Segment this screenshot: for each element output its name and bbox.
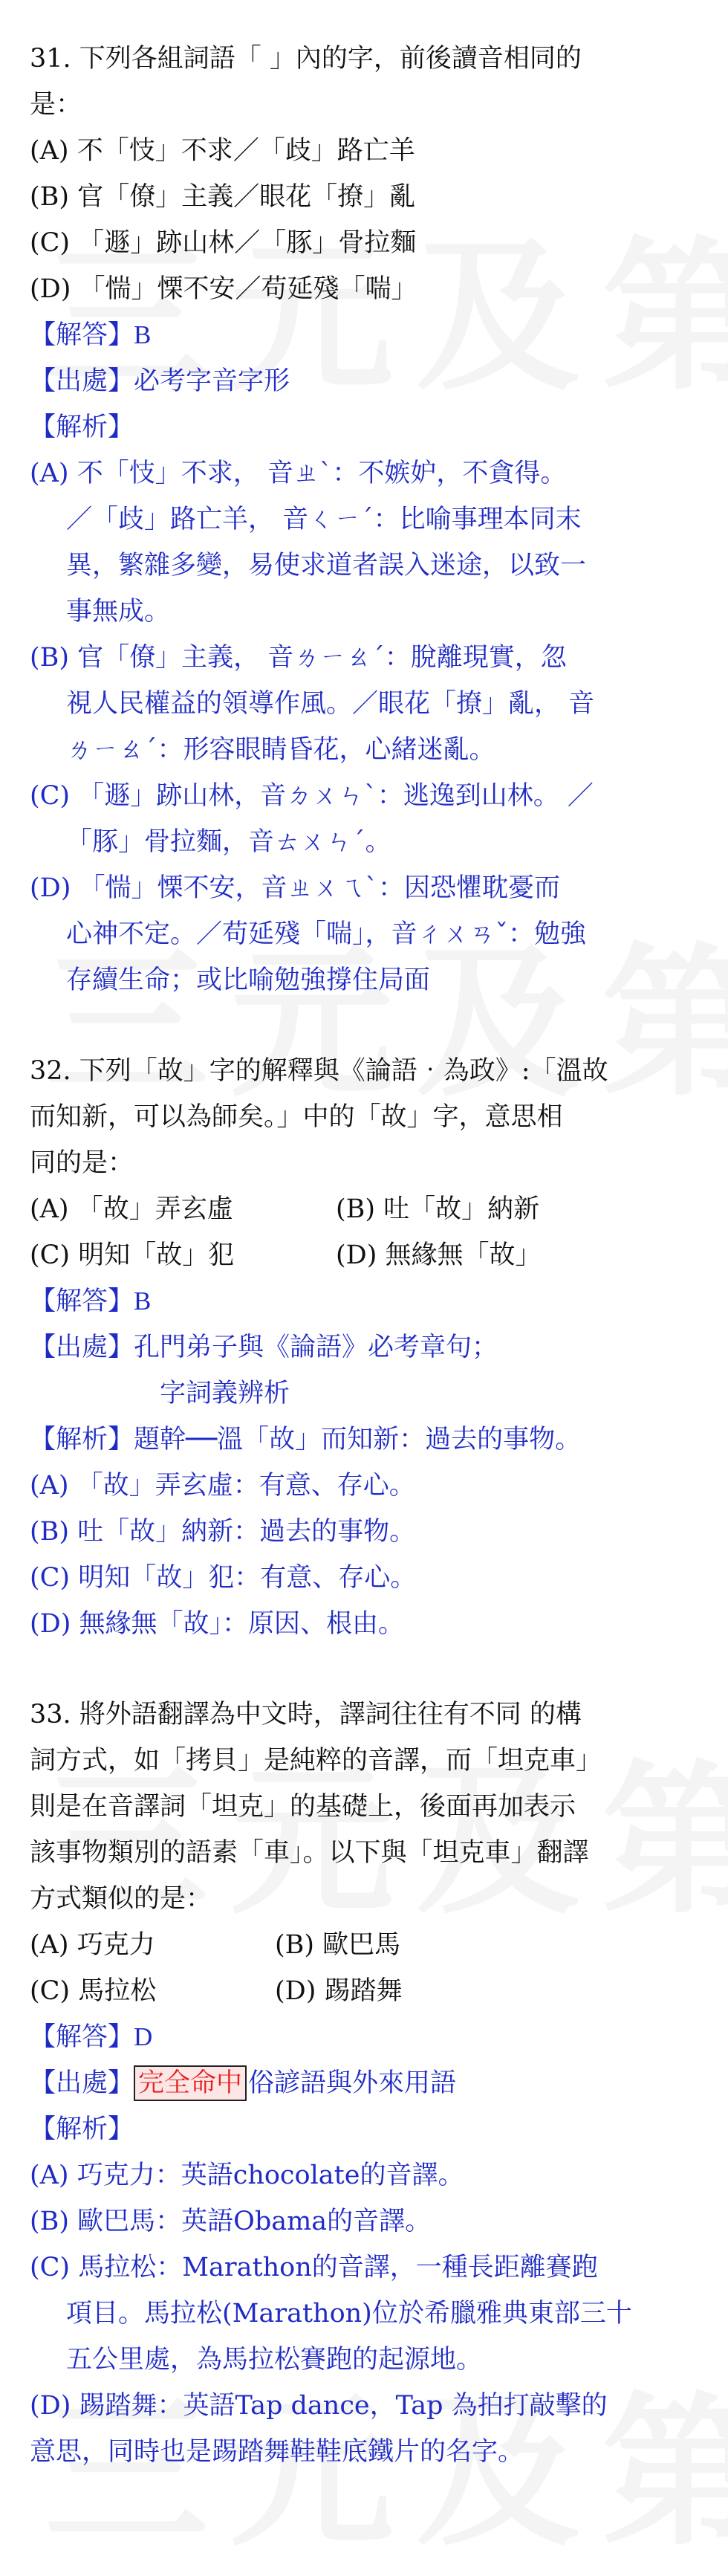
analysis-line: 事無成。 [66, 597, 171, 627]
source-line [30, 1324, 698, 1370]
analysis-line [30, 1417, 698, 1463]
answer-line [30, 312, 698, 358]
question-32 [30, 1048, 698, 1647]
option-a: (A) 「故」弄玄虛 [30, 1194, 233, 1224]
source-tag: 【出處】 [30, 2068, 134, 2098]
answer-value: B [134, 320, 152, 349]
analysis-line: (A) 巧克力：英語chocolate的音譯。 [30, 2161, 464, 2190]
answer-tag: 【解答】 [30, 2022, 134, 2052]
option-c: (C) 明知「故」犯 [30, 1240, 235, 1270]
source-line [30, 358, 698, 404]
highlight-stamp: 完全命中 [134, 2065, 247, 2101]
question-gap [30, 1003, 698, 1048]
option-row [30, 1968, 698, 2014]
option-c: (C) 「遯」跡山林／「豚」骨拉麵 [30, 228, 417, 258]
question-stem: 則是在音譯詞「坦克」的基礎上，後面再加表示 [30, 1792, 576, 1822]
answer-value: D [134, 2022, 153, 2051]
question-stem: 是： [30, 90, 82, 120]
option-b: (B) 吐「故」納新 [336, 1194, 540, 1224]
option-d: (D) 踢踏舞 [275, 1976, 403, 2006]
option-a: (A) 巧克力 [30, 1930, 155, 1960]
analysis-line: 意思，同時也是踢踏舞鞋鞋底鐵片的名字。 [30, 2437, 524, 2467]
question-stem: 而知新，可以為師矣。」中的「故」字，意思相 [30, 1102, 563, 1132]
option-c: (C) 馬拉松 [30, 1976, 157, 2006]
analysis-line: 存續生命；或比喻勉強撐住局面 [66, 965, 431, 995]
answer-value: B [134, 1287, 152, 1315]
answer-line [30, 1278, 698, 1324]
analysis-line: (B) 官「僚」主義， 音ㄌㄧㄠˊ：脫離現實，忽 [30, 643, 567, 673]
source-text: 必考字音字形 [134, 366, 290, 396]
option-a: (A) 不「忮」不求／「歧」路亡羊 [30, 136, 415, 166]
option-b: (B) 官「僚」主義／眼花「撩」亂 [30, 182, 416, 212]
source-line-continued: 字詞義辨析 [160, 1379, 290, 1408]
analysis-line: (A) 不「忮」不求， 音ㄓˋ：不嫉妒，不貪得。 [30, 459, 567, 488]
question-stem: 31. 下列各組詞語「 」內的字，前後讀音相同的 [30, 44, 582, 74]
analysis-line: ㄌㄧㄠˊ：形容眼睛昏花，心緒迷亂。 [66, 735, 495, 765]
source-tag: 【出處】 [30, 366, 134, 396]
question-stem: 方式類似的是： [30, 1884, 212, 1914]
question-33 [30, 1692, 698, 2475]
analysis-head: 題幹──溫「故」而知新：過去的事物。 [134, 1425, 582, 1454]
analysis-line: 視人民權益的領導作風。／眼花「撩」亂， 音 [66, 689, 595, 719]
analysis-line: 心神不定。／苟延殘「喘」，音ㄔㄨㄢˇ：勉強 [66, 919, 587, 949]
analysis-line: (C) 明知「故」犯：有意、存心。 [30, 1563, 417, 1593]
analysis-line: (C) 馬拉松：Marathon的音譯，一種長距離賽跑 [30, 2253, 598, 2282]
source-tag: 【出處】 [30, 1333, 134, 1362]
analysis-line: 五公里處，為馬拉松賽跑的起源地。 [66, 2345, 483, 2375]
question-stem: 詞方式，如「拷貝」是純粹的音譯，而「坦克車」 [30, 1746, 602, 1776]
analysis-line: (C) 「遯」跡山林，音ㄉㄨㄣˋ：逃逸到山林。 ／ [30, 781, 594, 811]
source-text: 孔門弟子與《論語》必考章句； [134, 1333, 498, 1362]
option-b: (B) 歐巴馬 [275, 1930, 401, 1960]
analysis-line: (A) 「故」弄玄虛：有意、存心。 [30, 1471, 415, 1501]
analysis-tag: 【解析】 [30, 1425, 134, 1454]
analysis-line: 「豚」骨拉麵，音ㄊㄨㄣˊ。 [66, 827, 391, 857]
question-stem: 32. 下列「故」字的解釋與《論語‧為政》:「溫故 [30, 1056, 608, 1086]
analysis-line: (D) 無緣無「故」：原因、根由。 [30, 1609, 404, 1639]
answer-tag: 【解答】 [30, 1287, 134, 1316]
source-text: 俗諺語與外來用語 [248, 2068, 457, 2098]
answer-tag: 【解答】 [30, 320, 134, 350]
question-stem: 該事物類別的語素「車」。以下與「坦克車」翻譯 [30, 1838, 589, 1868]
option-row [30, 1232, 698, 1278]
source-line [30, 2060, 698, 2106]
analysis-line: (B) 吐「故」納新：過去的事物。 [30, 1517, 416, 1547]
answer-line [30, 2014, 698, 2060]
analysis-line: (D) 「惴」慄不安，音ㄓㄨㄟˋ：因恐懼耽憂而 [30, 873, 560, 903]
analysis-line: 異，繁雜多變，易使求道者誤入迷途，以致一 [66, 551, 587, 580]
analysis-tag: 【解析】 [30, 412, 134, 442]
question-list [30, 36, 698, 2475]
analysis-line: 項目。馬拉松(Marathon)位於希臘雅典東部三十 [66, 2299, 632, 2329]
option-row [30, 1186, 698, 1232]
question-stem: 同的是： [30, 1148, 134, 1178]
question-31 [30, 36, 698, 1003]
analysis-line: (B) 歐巴馬：英語Obama的音譯。 [30, 2207, 432, 2236]
analysis-line: ／「歧」路亡羊， 音ㄑㄧˊ：比喻事理本同末 [66, 505, 582, 534]
option-row [30, 1922, 698, 1968]
option-d: (D) 無緣無「故」 [336, 1240, 542, 1270]
analysis-line: (D) 踢踏舞：英語Tap dance，Tap 為拍打敲擊的 [30, 2391, 608, 2421]
question-stem: 33. 將外語翻譯為中文時，譯詞往往有不同 的構 [30, 1700, 582, 1729]
question-gap [30, 1647, 698, 1692]
option-d: (D) 「惴」慄不安／苟延殘「喘」 [30, 274, 417, 304]
analysis-tag: 【解析】 [30, 2114, 134, 2144]
